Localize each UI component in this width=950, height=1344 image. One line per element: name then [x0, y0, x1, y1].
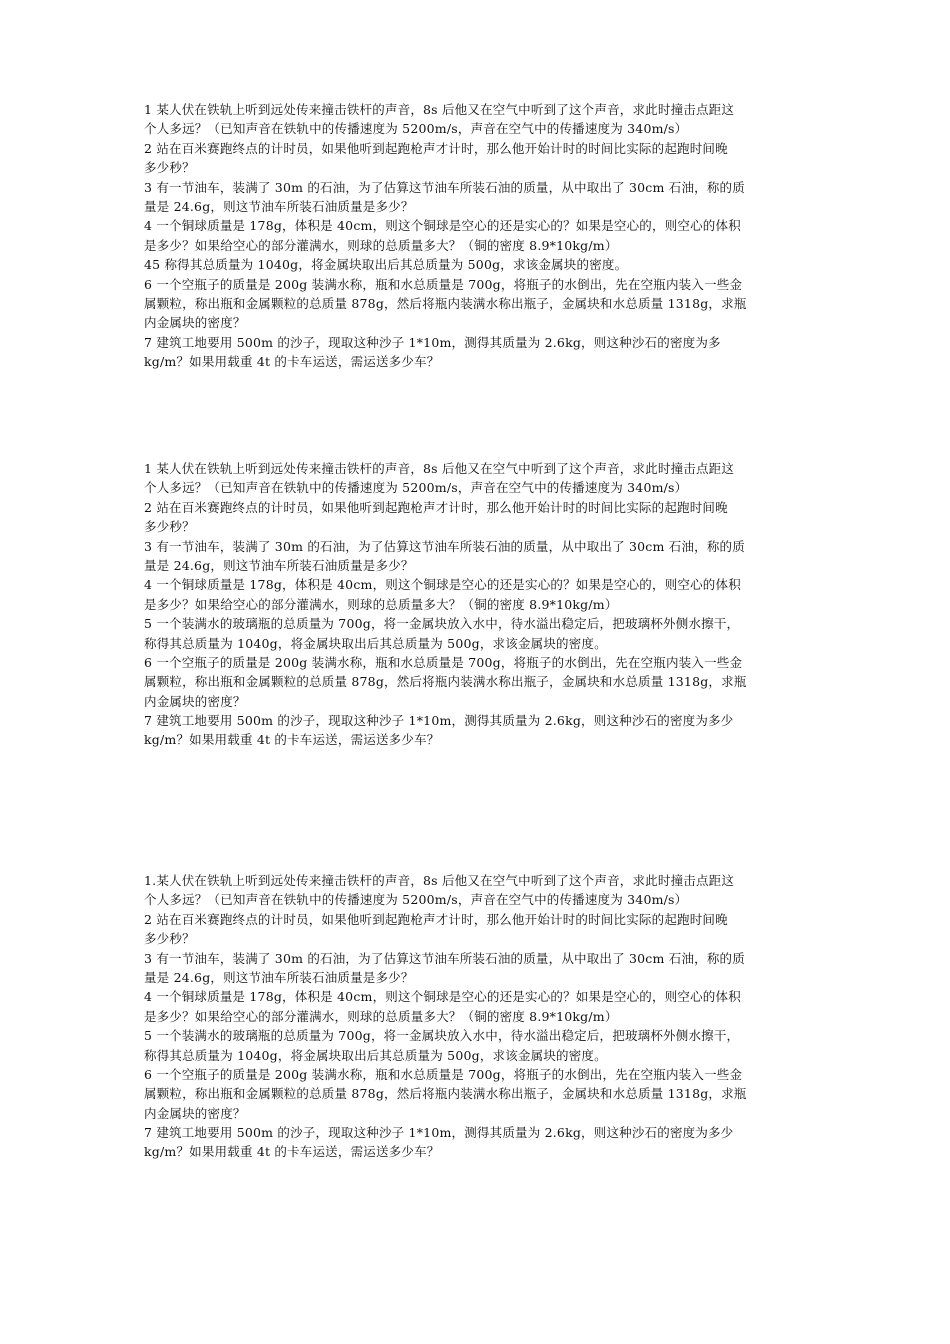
- text-line: 3 有一节油车，装满了 30m 的石油，为了估算这节油车所装石油的质量，从中取出了 30cm 石油，称的质: [144, 950, 745, 966]
- text-line: 个人多远？（已知声音在铁轨中的传播速度为 5200m/s，声音在空气中的传播速度为 340m/s）: [144, 480, 688, 496]
- text-line: 45 称得其总质量为 1040g，将金属块取出后其总质量为 500g，求该金属块的密度。: [144, 257, 628, 273]
- text-line: 3 有一节油车，装满了 30m 的石油，为了估算这节油车所装石油的质量，从中取出了 30cm 石油，称的质: [144, 538, 745, 554]
- text-line: 7 建筑工地要用 500m 的沙子，现取这种沙子 1*10m，测得其质量为 2.6kg，则这种沙石的密度为多少: [144, 713, 734, 729]
- text-line: 2 站在百米赛跑终点的计时员，如果他听到起跑枪声才计时，那么他开始计时的时间比实际的起跑时间晚: [144, 911, 728, 927]
- text-line: 是多少？如果给空心的部分灌满水，则球的总质量多大？（铜的密度 8.9*10kg/m）: [144, 596, 618, 612]
- text-line: 6 一个空瓶子的质量是 200g 装满水称，瓶和水总质量是 700g，将瓶子的水倒出，先在空瓶内装入一些金: [144, 276, 743, 292]
- text-line: 3 有一节油车，装满了 30m 的石油，为了估算这节油车所装石油的质量，从中取出了 30cm 石油，称的质: [144, 179, 745, 195]
- text-line: kg/m？如果用载重 4t 的卡车运送，需运送多少车？: [144, 732, 440, 748]
- text-line: 量是 24.6g，则这节油车所装石油质量是多少？: [144, 969, 414, 985]
- text-line: 称得其总质量为 1040g，将金属块取出后其总质量为 500g，求该金属块的密度。: [144, 635, 607, 651]
- text-line: 个人多远？（已知声音在铁轨中的传播速度为 5200m/s，声音在空气中的传播速度为 340m/s）: [144, 892, 688, 908]
- text-line: 1.某人伏在铁轨上听到远处传来撞击铁杆的声音，8s 后他又在空气中听到了这个声音，求此时撞击点距这: [144, 873, 735, 888]
- text-line: 是多少？如果给空心的部分灌满水，则球的总质量多大？（铜的密度 8.9*10kg/m）: [144, 1008, 618, 1024]
- text-line: 7 建筑工地要用 500m 的沙子，现取这种沙子 1*10m，测得其质量为 2.6kg，则这种沙石的密度为多: [144, 334, 721, 350]
- text-line: 是多少？如果给空心的部分灌满水，则球的总质量多大？（铜的密度 8.9*10kg/m）: [144, 237, 618, 253]
- text-line: 2 站在百米赛跑终点的计时员，如果他听到起跑枪声才计时，那么他开始计时的时间比实际的起跑时间晚: [144, 499, 728, 515]
- text-line: 多少秒？: [144, 160, 195, 176]
- text-line: 6 一个空瓶子的质量是 200g 装满水称，瓶和水总质量是 700g，将瓶子的水倒出，先在空瓶内装入一些金: [144, 1066, 743, 1082]
- text-line: 4 一个铜球质量是 178g，体积是 40cm，则这个铜球是空心的还是实心的？如果是空心的，则空心的体积: [144, 577, 741, 593]
- text-line: 量是 24.6g，则这节油车所装石油质量是多少？: [144, 557, 414, 573]
- text-line: 属颗粒，称出瓶和金属颗粒的总质量 878g，然后将瓶内装满水称出瓶子，金属块和水总质量 1318g，求瓶: [144, 1086, 747, 1102]
- text-line: kg/m？如果用载重 4t 的卡车运送，需运送多少车？: [144, 1144, 440, 1160]
- text-line: 1 某人伏在铁轨上听到远处传来撞击铁杆的声音，8s 后他又在空气中听到了这个声音，求此时撞击点距这: [144, 102, 735, 117]
- text-line: 6 一个空瓶子的质量是 200g 装满水称，瓶和水总质量是 700g，将瓶子的水倒出，先在空瓶内装入一些金: [144, 654, 743, 670]
- text-line: 7 建筑工地要用 500m 的沙子，现取这种沙子 1*10m，测得其质量为 2.6kg，则这种沙石的密度为多少: [144, 1125, 734, 1141]
- text-line: 5 一个装满水的玻璃瓶的总质量为 700g，将一金属块放入水中，待水溢出稳定后，把玻璃杯外侧水擦干，: [144, 1028, 740, 1044]
- text-line: 称得其总质量为 1040g，将金属块取出后其总质量为 500g，求该金属块的密度。: [144, 1047, 607, 1063]
- text-line: 量是 24.6g，则这节油车所装石油质量是多少？: [144, 198, 414, 214]
- text-line: 2 站在百米赛跑终点的计时员，如果他听到起跑枪声才计时，那么他开始计时的时间比实际的起跑时间晚: [144, 140, 728, 156]
- problem-set-block-3: [144, 871, 814, 1162]
- text-line: 内金属块的密度？: [144, 315, 246, 331]
- text-line: 属颗粒，称出瓶和金属颗粒的总质量 878g，然后将瓶内装满水称出瓶子，金属块和水总质量 1318g，求瓶: [144, 674, 747, 690]
- text-line: 5 一个装满水的玻璃瓶的总质量为 700g，将一金属块放入水中，待水溢出稳定后，把玻璃杯外侧水擦干，: [144, 616, 740, 632]
- text-line: 属颗粒，称出瓶和金属颗粒的总质量 878g，然后将瓶内装满水称出瓶子，金属块和水总质量 1318g，求瓶: [144, 295, 747, 311]
- text-line: 多少秒？: [144, 519, 195, 535]
- text-line: 4 一个铜球质量是 178g，体积是 40cm，则这个铜球是空心的还是实心的？如果是空心的，则空心的体积: [144, 989, 741, 1005]
- text-line: 多少秒？: [144, 931, 195, 947]
- text-line: 内金属块的密度？: [144, 1105, 246, 1121]
- text-line: 1 某人伏在铁轨上听到远处传来撞击铁杆的声音，8s 后他又在空气中听到了这个声音，求此时撞击点距这: [144, 461, 735, 476]
- text-line: 4 一个铜球质量是 178g，体积是 40cm，则这个铜球是空心的还是实心的？如果是空心的，则空心的体积: [144, 218, 741, 234]
- text-line: kg/m？如果用载重 4t 的卡车运送，需运送多少车？: [144, 354, 440, 370]
- problem-set-block-1: [144, 100, 814, 371]
- problem-set-block-2: [144, 459, 814, 750]
- text-line: 内金属块的密度？: [144, 693, 246, 709]
- text-line: 个人多远？（已知声音在铁轨中的传播速度为 5200m/s，声音在空气中的传播速度为 340m/s）: [144, 121, 688, 137]
